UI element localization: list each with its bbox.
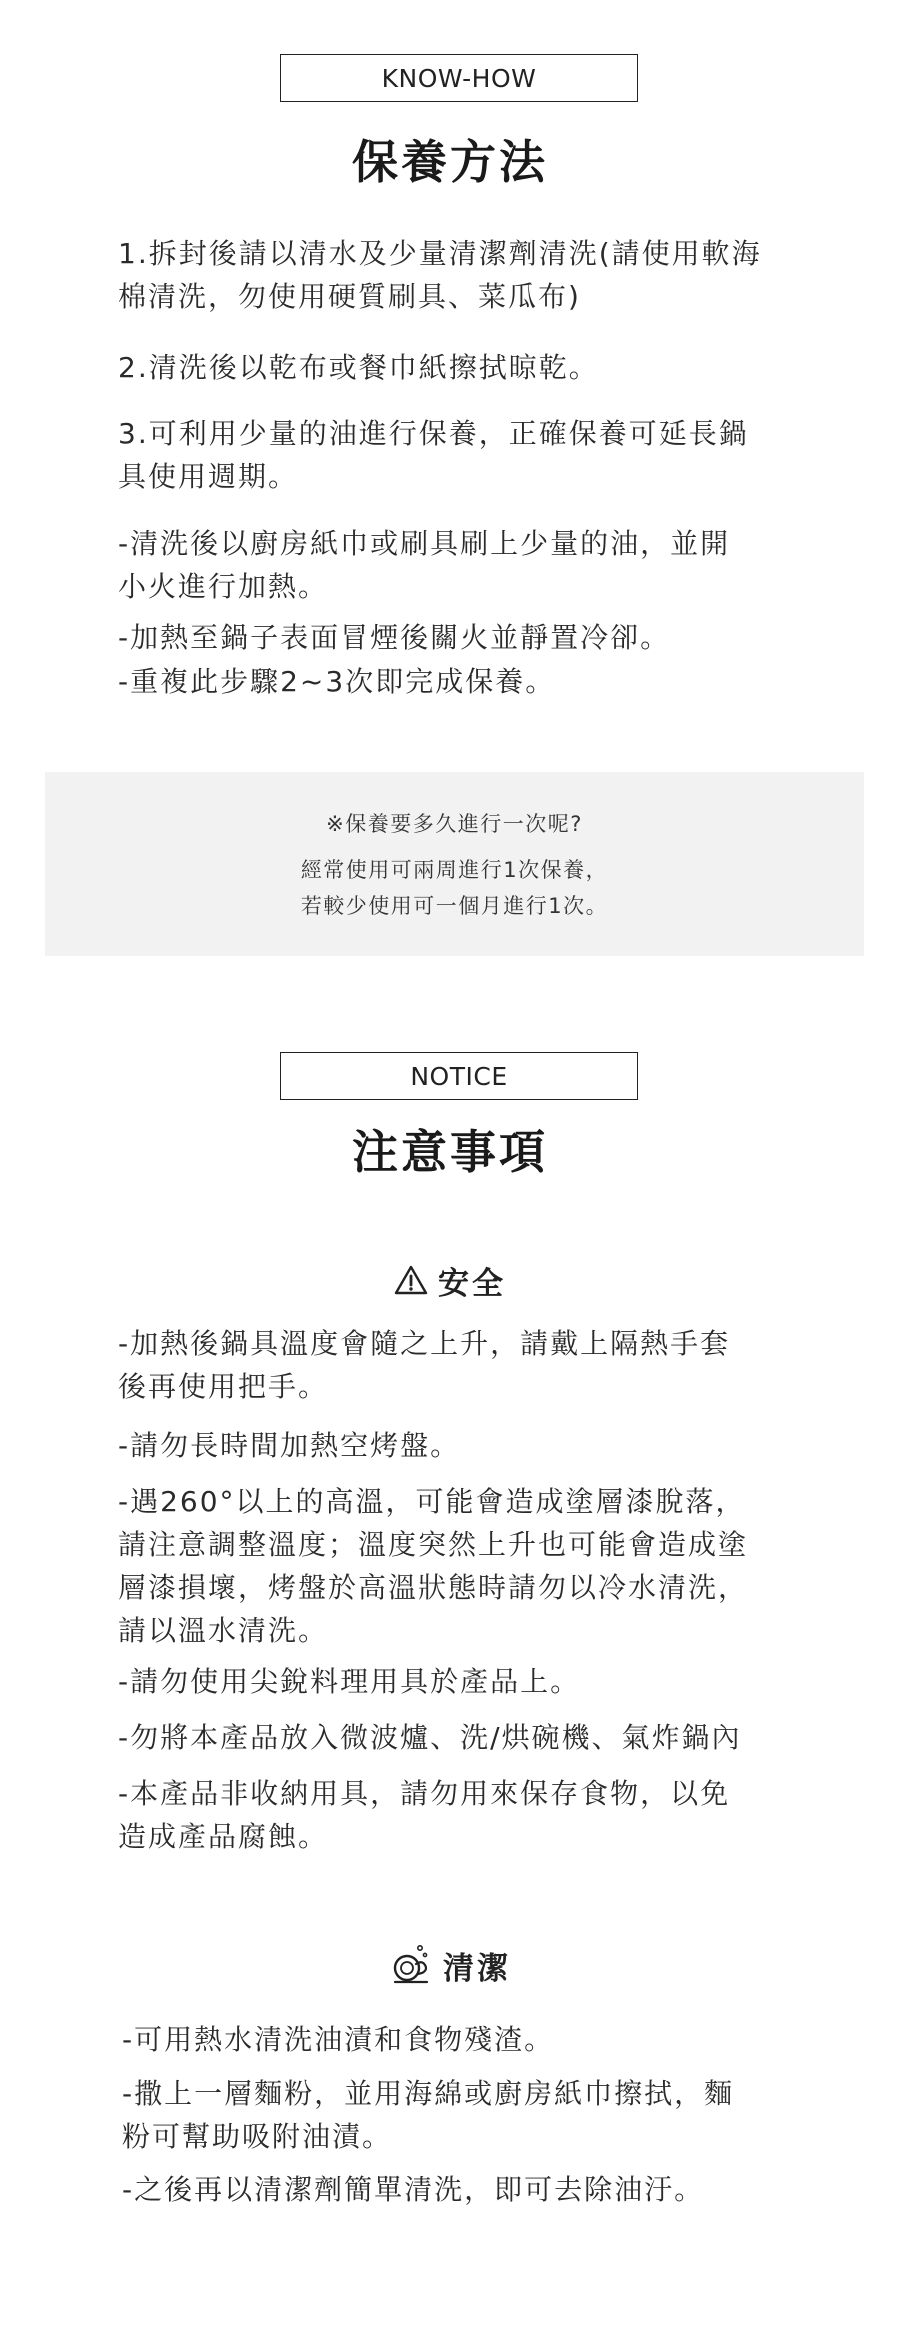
- cleaning-item-3: -之後再以清潔劑簡單清洗，即可去除油汙。: [122, 2173, 705, 2206]
- warning-triangle-icon: [394, 1265, 428, 1295]
- knowhow-step-1: 1.拆封後請以清水及少量清潔劑清洗(請使用軟海 棉清洗，勿使用硬質刷具、菜瓜布): [118, 237, 762, 313]
- safety-item-1: -加熱後鍋具溫度會隨之上升，請戴上隔熱手套 後再使用把手。: [118, 1327, 731, 1403]
- knowhow-step-4: -清洗後以廚房紙巾或刷具刷上少量的油，並開 小火進行加熱。: [118, 527, 731, 603]
- knowhow-step-3: 3.可利用少量的油進行保養，正確保養可延長鍋 具使用週期。: [118, 417, 749, 493]
- cleaning-item-2: -撒上一層麵粉，並用海綿或廚房紙巾擦拭，麵 粉可幫助吸附油漬。: [122, 2077, 735, 2153]
- cleaning-item-1: -可用熱水清洗油漬和食物殘渣。: [122, 2023, 555, 2056]
- safety-item-2: -請勿長時間加熱空烤盤。: [118, 1429, 461, 1462]
- maintenance-note-box: [45, 772, 864, 956]
- notice-title: 注意事項: [352, 1125, 548, 1179]
- cleaning-heading: [0, 1940, 900, 1990]
- knowhow-step-6: -重複此步驟2~3次即完成保養。: [118, 665, 556, 698]
- safety-heading: [0, 1258, 900, 1302]
- cleaning-title: 清潔: [443, 1950, 511, 1987]
- safety-item-5: -勿將本產品放入微波爐、洗/烘碗機、氣炸鍋內: [118, 1721, 742, 1754]
- note-question: ※保養要多久進行一次呢?: [326, 812, 583, 836]
- safety-item-4: -請勿使用尖銳料理用具於產品上。: [118, 1665, 581, 1698]
- note-answer: 經常使用可兩周進行1次保養， 若較少使用可一個月進行1次。: [300, 858, 609, 918]
- dish-washing-icon: [389, 1943, 433, 1987]
- knowhow-step-5: -加熱至鍋子表面冒煙後關火並靜置冷卻。: [118, 621, 671, 654]
- safety-item-6: -本產品非收納用具，請勿用來保存食物，以免 造成產品腐蝕。: [118, 1777, 731, 1853]
- knowhow-title: 保養方法: [352, 135, 548, 189]
- knowhow-step-2: 2.清洗後以乾布或餐巾紙擦拭晾乾。: [118, 351, 599, 384]
- safety-item-3: -遇260°以上的高溫，可能會造成塗層漆脫落， 請注意調整溫度；溫度突然上升也可能會造成塗 層漆損壞，烤盤於高溫狀態時請勿以冷水清洗， 請以溫水清洗。: [118, 1485, 749, 1647]
- safety-title: 安全: [438, 1265, 506, 1302]
- notice-tag: NOTICE: [280, 1052, 638, 1100]
- knowhow-tag: KNOW-HOW: [280, 54, 638, 102]
